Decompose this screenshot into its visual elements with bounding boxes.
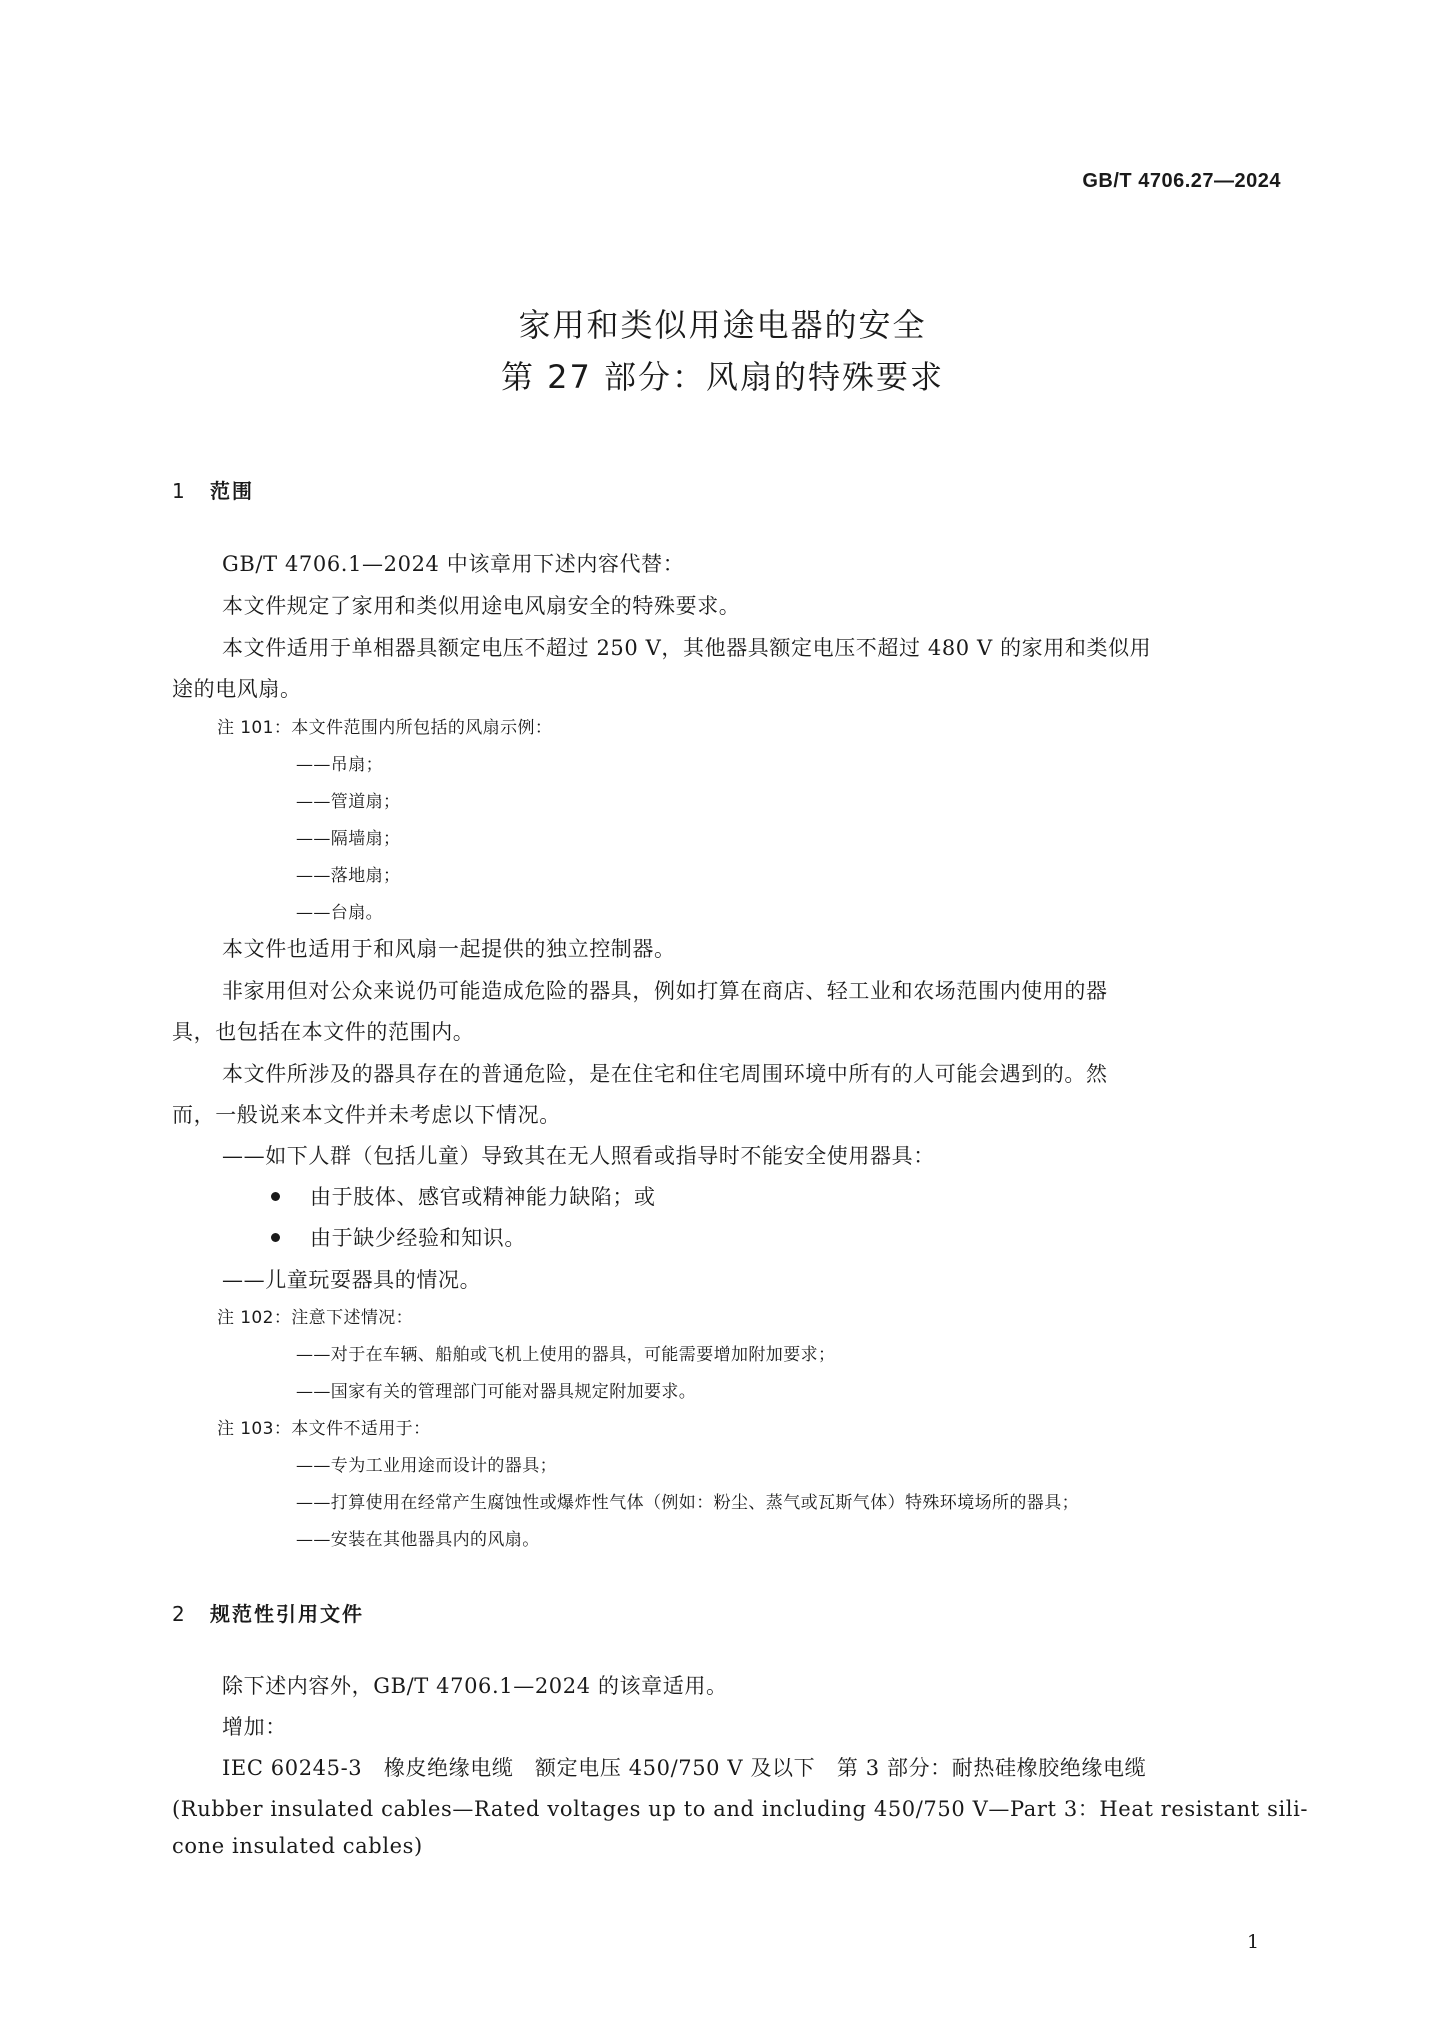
document-title-line2: 第 27 部分：风扇的特殊要求 (500, 358, 945, 396)
page-number: 1 (1247, 1931, 1260, 1953)
note-list-item: ——国家有关的管理部门可能对器具规定附加要求。 (296, 1382, 697, 1402)
dash-list-item: ——儿童玩耍器具的情况。 (222, 1268, 482, 1292)
note-list-item: ——吊扇； (296, 755, 383, 775)
note-list-item: ——对于在车辆、船舶或飞机上使用的器具，可能需要增加附加要求； (296, 1345, 836, 1365)
note-label: 注 101： (217, 718, 292, 738)
note-102 (217, 1303, 413, 1328)
note-list-item: ——安装在其他器具内的风扇。 (296, 1530, 540, 1550)
document-title-line1: 家用和类似用途电器的安全 (518, 306, 927, 344)
section-number: 1 (172, 479, 187, 503)
bullet-icon (271, 1192, 280, 1201)
bullet-item (271, 1181, 656, 1211)
reference-entry: IEC 60245-3 橡皮绝缘电缆 额定电压 450/750 V 及以下 第 3 部分：耐热硅橡胶绝缘电缆 (222, 1756, 1147, 1780)
section-title: 规范性引用文件 (210, 1602, 364, 1626)
note-list-item: ——专为工业用途而设计的器具； (296, 1456, 557, 1476)
reference-entry-continuation: (Rubber insulated cables—Rated voltages up to and including 450/750 V—Part 3：Heat resistant sili- (172, 1797, 1309, 1821)
paragraph-continuation: 途的电风扇。 (172, 677, 302, 701)
note-101 (217, 713, 552, 738)
section-1-heading (172, 475, 254, 504)
note-list-item: ——隔墙扇； (296, 829, 401, 849)
dash-list-item: ——如下人群（包括儿童）导致其在无人照看或指导时不能安全使用器具： (222, 1144, 935, 1168)
paragraph: 除下述内容外，GB/T 4706.1—2024 的该章适用。 (222, 1674, 728, 1698)
section-2-heading (172, 1598, 364, 1627)
note-text: 本文件范围内所包括的风扇示例： (291, 718, 553, 738)
paragraph: 本文件所涉及的器具存在的普通危险，是在住宅和住宅周围环境中所有的人可能会遇到的。然 (222, 1062, 1108, 1086)
note-text: 本文件不适用于： (291, 1419, 431, 1439)
note-label: 注 103： (217, 1419, 292, 1439)
note-103 (217, 1414, 430, 1439)
paragraph: 本文件适用于单相器具额定电压不超过 250 V，其他器具额定电压不超过 480 V 的家用和类似用 (222, 636, 1152, 660)
note-list-item: ——管道扇； (296, 792, 401, 812)
paragraph: 非家用但对公众来说仍可能造成危险的器具，例如打算在商店、轻工业和农场范围内使用的器 (222, 979, 1108, 1003)
standard-number: GB/T 4706.27—2024 (1082, 170, 1281, 192)
bullet-item (271, 1222, 526, 1252)
section-number: 2 (172, 1602, 187, 1626)
paragraph: 增加： (222, 1715, 287, 1739)
paragraph-continuation: 而，一般说来本文件并未考虑以下情况。 (172, 1103, 561, 1127)
paragraph: 本文件也适用于和风扇一起提供的独立控制器。 (222, 937, 676, 961)
bullet-icon (271, 1233, 280, 1242)
bullet-text: 由于缺少经验和知识。 (310, 1226, 526, 1250)
bullet-text: 由于肢体、感官或精神能力缺陷；或 (310, 1185, 656, 1209)
note-label: 注 102： (217, 1308, 292, 1328)
section-title: 范围 (210, 479, 254, 503)
note-list-item: ——落地扇； (296, 866, 401, 886)
paragraph: GB/T 4706.1—2024 中该章用下述内容代替： (222, 552, 685, 576)
reference-entry-continuation: cone insulated cables) (172, 1834, 423, 1858)
note-text: 注意下述情况： (291, 1308, 414, 1328)
paragraph: 本文件规定了家用和类似用途电风扇安全的特殊要求。 (222, 594, 741, 618)
note-list-item: ——台扇。 (296, 903, 383, 923)
paragraph-continuation: 具，也包括在本文件的范围内。 (172, 1020, 475, 1044)
note-list-item: ——打算使用在经常产生腐蚀性或爆炸性气体（例如：粉尘、蒸气或瓦斯气体）特殊环境场所的器具； (296, 1493, 1079, 1513)
